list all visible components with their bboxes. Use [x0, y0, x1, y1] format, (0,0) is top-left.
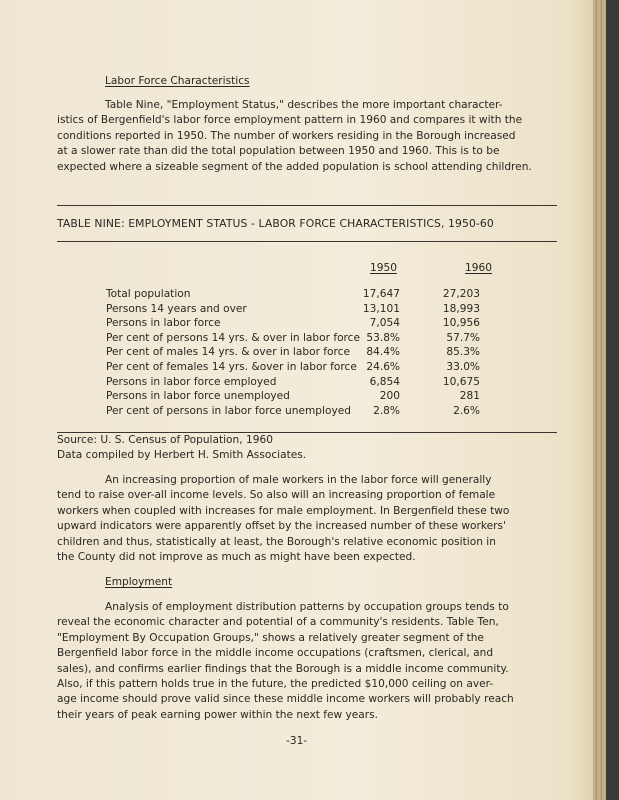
- paragraph-line: conditions reported in 1950. The number of workers residing in the Borough increased: [57, 129, 516, 142]
- paragraph-line: workers when coupled with increases for male employment. In Bergenfield these two: [57, 504, 510, 517]
- row-label: Persons in labor force employed: [106, 375, 277, 388]
- column-header-1950: 1950: [370, 262, 397, 274]
- row-label: Total population: [106, 288, 191, 300]
- paragraph-line: expected where a sizeable segment of the added population is school attending children.: [57, 160, 532, 173]
- page-number: -31-: [286, 735, 308, 747]
- column-header-1960: 1960: [465, 262, 492, 274]
- value-1950: 84.4%: [366, 346, 400, 359]
- value-1960: 33.0%: [446, 360, 480, 373]
- paragraph-line: An increasing proportion of male workers in the labor force will generally: [105, 474, 492, 486]
- paragraph-line: the County did not improve as much as might have been expected.: [57, 551, 416, 564]
- value-1950: 200: [379, 390, 400, 403]
- value-1960: 85.3%: [446, 346, 480, 359]
- row-label: Per cent of females 14 yrs. &over in labor force: [106, 360, 357, 373]
- value-1950: 24.6%: [366, 360, 400, 373]
- section-heading-employment: Employment: [105, 576, 173, 588]
- row-label: Persons in labor force: [106, 317, 221, 330]
- value-1950: 7,054: [369, 317, 400, 330]
- page-edge-shadow: [593, 0, 606, 800]
- value-1960: 57.7%: [446, 331, 480, 344]
- analysis-paragraph: [57, 473, 509, 565]
- row-label: Per cent of persons 14 yrs. & over in labor force: [106, 331, 361, 344]
- value-1960: 10,675: [442, 375, 480, 388]
- table-compiled-note: Data compiled by Herbert H. Smith Associates.: [57, 449, 307, 461]
- table-title: TABLE NINE: EMPLOYMENT STATUS - LABOR FORCE CHARACTERISTICS, 1950-60: [57, 217, 494, 230]
- paragraph-line: reveal the economic character and potential of a community's residents. Table Ten,: [57, 616, 499, 629]
- value-1960: 281: [459, 390, 480, 403]
- paragraph-line: upward indicators were apparently offset by the increased number of these workers': [57, 520, 506, 533]
- row-label: Persons in labor force unemployed: [106, 390, 290, 403]
- value-1950: 13,101: [362, 302, 400, 315]
- paragraph-line: children and thus, statistically at least, the Borough's relative economic position in: [57, 535, 496, 548]
- paragraph-line: Analysis of employment distribution patterns by occupation groups tends to: [105, 601, 509, 613]
- paragraph-line: "Employment By Occupation Groups," shows a relatively greater segment of the: [57, 631, 484, 644]
- paragraph-line: tend to raise over-all income levels. So also will an increasing proportion of female: [57, 489, 496, 502]
- section-heading-labor-force: Labor Force Characteristics: [105, 75, 250, 87]
- paragraph-line: Also, if this pattern holds true in the future, the predicted $10,000 ceiling on aver-: [57, 678, 494, 691]
- value-1960: 27,203: [442, 288, 480, 300]
- table-top-rule: [57, 205, 557, 206]
- paragraph-line: their years of peak earning power within the next few years.: [57, 708, 379, 721]
- row-label: Persons 14 years and over: [106, 302, 247, 315]
- paragraph-line: age income should prove valid since these middle income workers will probably reach: [57, 693, 514, 706]
- value-1960: 10,956: [442, 317, 480, 330]
- value-1960: 2.6%: [453, 404, 480, 417]
- value-1950: 6,854: [369, 375, 400, 388]
- row-label: Per cent of males 14 yrs. & over in labor force: [106, 346, 350, 359]
- value-1950: 17,647: [362, 288, 400, 300]
- paragraph-line: sales), and confirms earlier findings that the Borough is a middle income community.: [57, 662, 509, 675]
- value-1960: 18,993: [442, 302, 480, 315]
- table-header-rule: [57, 241, 557, 242]
- table-source-note: Source: U. S. Census of Population, 1960: [57, 434, 273, 446]
- employment-paragraph: [57, 600, 514, 723]
- value-1950: 2.8%: [373, 404, 400, 417]
- value-1950: 53.8%: [366, 331, 400, 344]
- row-label: Per cent of persons in labor force unemployed: [106, 404, 351, 417]
- paragraph-line: istics of Bergenfield's labor force employment pattern in 1960 and compares it with the: [57, 114, 523, 127]
- paragraph-line: Bergenfield labor force in the middle income occupations (craftsmen, clerical, and: [57, 647, 494, 660]
- paragraph-line: at a slower rate than did the total population between 1950 and 1960. This is to be: [57, 145, 500, 158]
- paragraph-line: Table Nine, "Employment Status," describes the more important character-: [105, 99, 503, 111]
- intro-paragraph: [57, 98, 532, 175]
